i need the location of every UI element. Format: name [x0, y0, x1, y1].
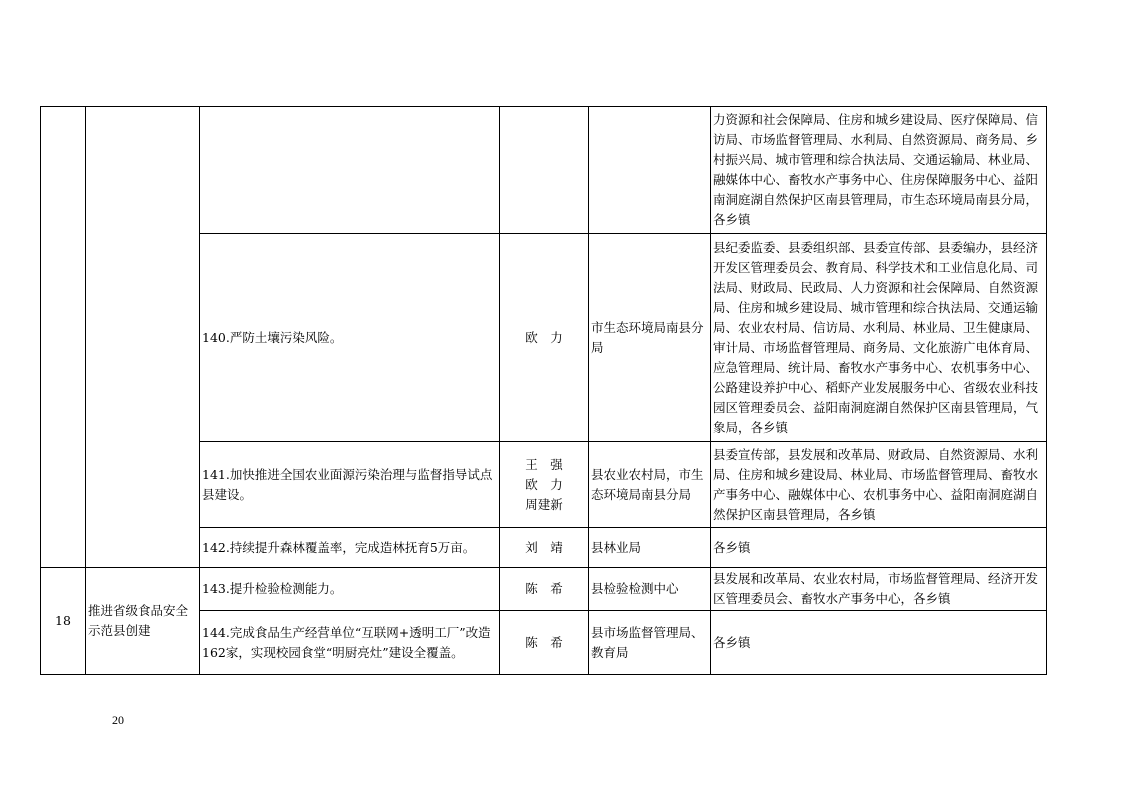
leader-name: 欧 力: [525, 476, 563, 492]
leader-cell: [500, 568, 589, 611]
leader-cell: [500, 442, 589, 528]
lead-unit-cell: 县林业局: [589, 528, 711, 568]
responsible-units-cell: 县纪委监委、县委组织部、县委宣传部、县委编办，县经济开发区管理委员会、教育局、科学技术和工业信息化局、司法局、财政局、民政局、人力资源和社会保障局、自然资源局、住房和城乡建设局、城市管理和综合执法局、交通运输局、农业农村局、信访局、水利局、林业局、卫生健康局、审计局、市场监督管理局、商务局、文化旅游广电体育局、应急管理局、统计局、畜牧水产事务中心、农机事务中心、公路建设养护中心、稻虾产业发展服务中心、省级农业科技园区管理委员会、益阳南洞庭湖自然保护区南县管理局，气象局，各乡镇: [711, 234, 1047, 442]
task-table: [40, 106, 1047, 675]
responsible-units-cell: 县委宣传部，县发展和改革局、财政局、自然资源局、水利局、住房和城乡建设局、林业局、市场监督管理局、畜牧水产事务中心、融媒体中心、农机事务中心、益阳南洞庭湖自然保护区南县管理局，各乡镇: [711, 442, 1047, 528]
lead-unit-cell: 县市场监督管理局、教育局: [589, 611, 711, 675]
leader-cell: [500, 234, 589, 442]
leader-name: 陈 希: [525, 634, 563, 650]
table-row: [41, 107, 1047, 234]
task-cell: [200, 107, 500, 234]
leader-cell: [500, 611, 589, 675]
leader-name: 欧 力: [525, 329, 563, 345]
table-row: [41, 568, 1047, 611]
lead-unit-cell: 市生态环境局南县分局: [589, 234, 711, 442]
lead-unit-cell: [589, 107, 711, 234]
group-title-cell: [86, 107, 200, 568]
lead-unit-cell: 县农业农村局，市生态环境局南县分局: [589, 442, 711, 528]
page-number: 20: [112, 713, 124, 727]
task-cell: 143.提升检验检测能力。: [200, 568, 500, 611]
responsible-units-cell: 力资源和社会保障局、住房和城乡建设局、医疗保障局、信访局、市场监督管理局、水利局、自然资源局、商务局、乡村振兴局、城市管理和综合执法局、交通运输局、林业局、融媒体中心、畜牧水产事务中心、住房保障服务中心、益阳南洞庭湖自然保护区南县管理局，市生态环境局南县分局，各乡镇: [711, 107, 1047, 234]
leader-cell: [500, 107, 589, 234]
leader-name: 刘 靖: [525, 539, 563, 555]
responsible-units-cell: 县发展和改革局、农业农村局，市场监督管理局、经济开发区管理委员会、畜牧水产事务中心，各乡镇: [711, 568, 1047, 611]
task-cell: 140.严防土壤污染风险。: [200, 234, 500, 442]
task-cell: 142.持续提升森林覆盖率，完成造林抚育5万亩。: [200, 528, 500, 568]
lead-unit-cell: 县检验检测中心: [589, 568, 711, 611]
group-number-cell: 18: [41, 568, 86, 675]
leader-name: 王 强: [525, 456, 563, 472]
responsible-units-cell: 各乡镇: [711, 611, 1047, 675]
leader-name: 周建新: [525, 496, 563, 512]
group-number-cell: [41, 107, 86, 568]
responsible-units-cell: 各乡镇: [711, 528, 1047, 568]
task-cell: 141.加快推进全国农业面源污染治理与监督指导试点县建设。: [200, 442, 500, 528]
task-cell: 144.完成食品生产经营单位“互联网+透明工厂”改造162家，实现校园食堂“明厨亮灶”建设全覆盖。: [200, 611, 500, 675]
group-title-cell: 推进省级食品安全示范县创建: [86, 568, 200, 675]
leader-name: 陈 希: [525, 581, 563, 596]
leader-cell: [500, 528, 589, 568]
